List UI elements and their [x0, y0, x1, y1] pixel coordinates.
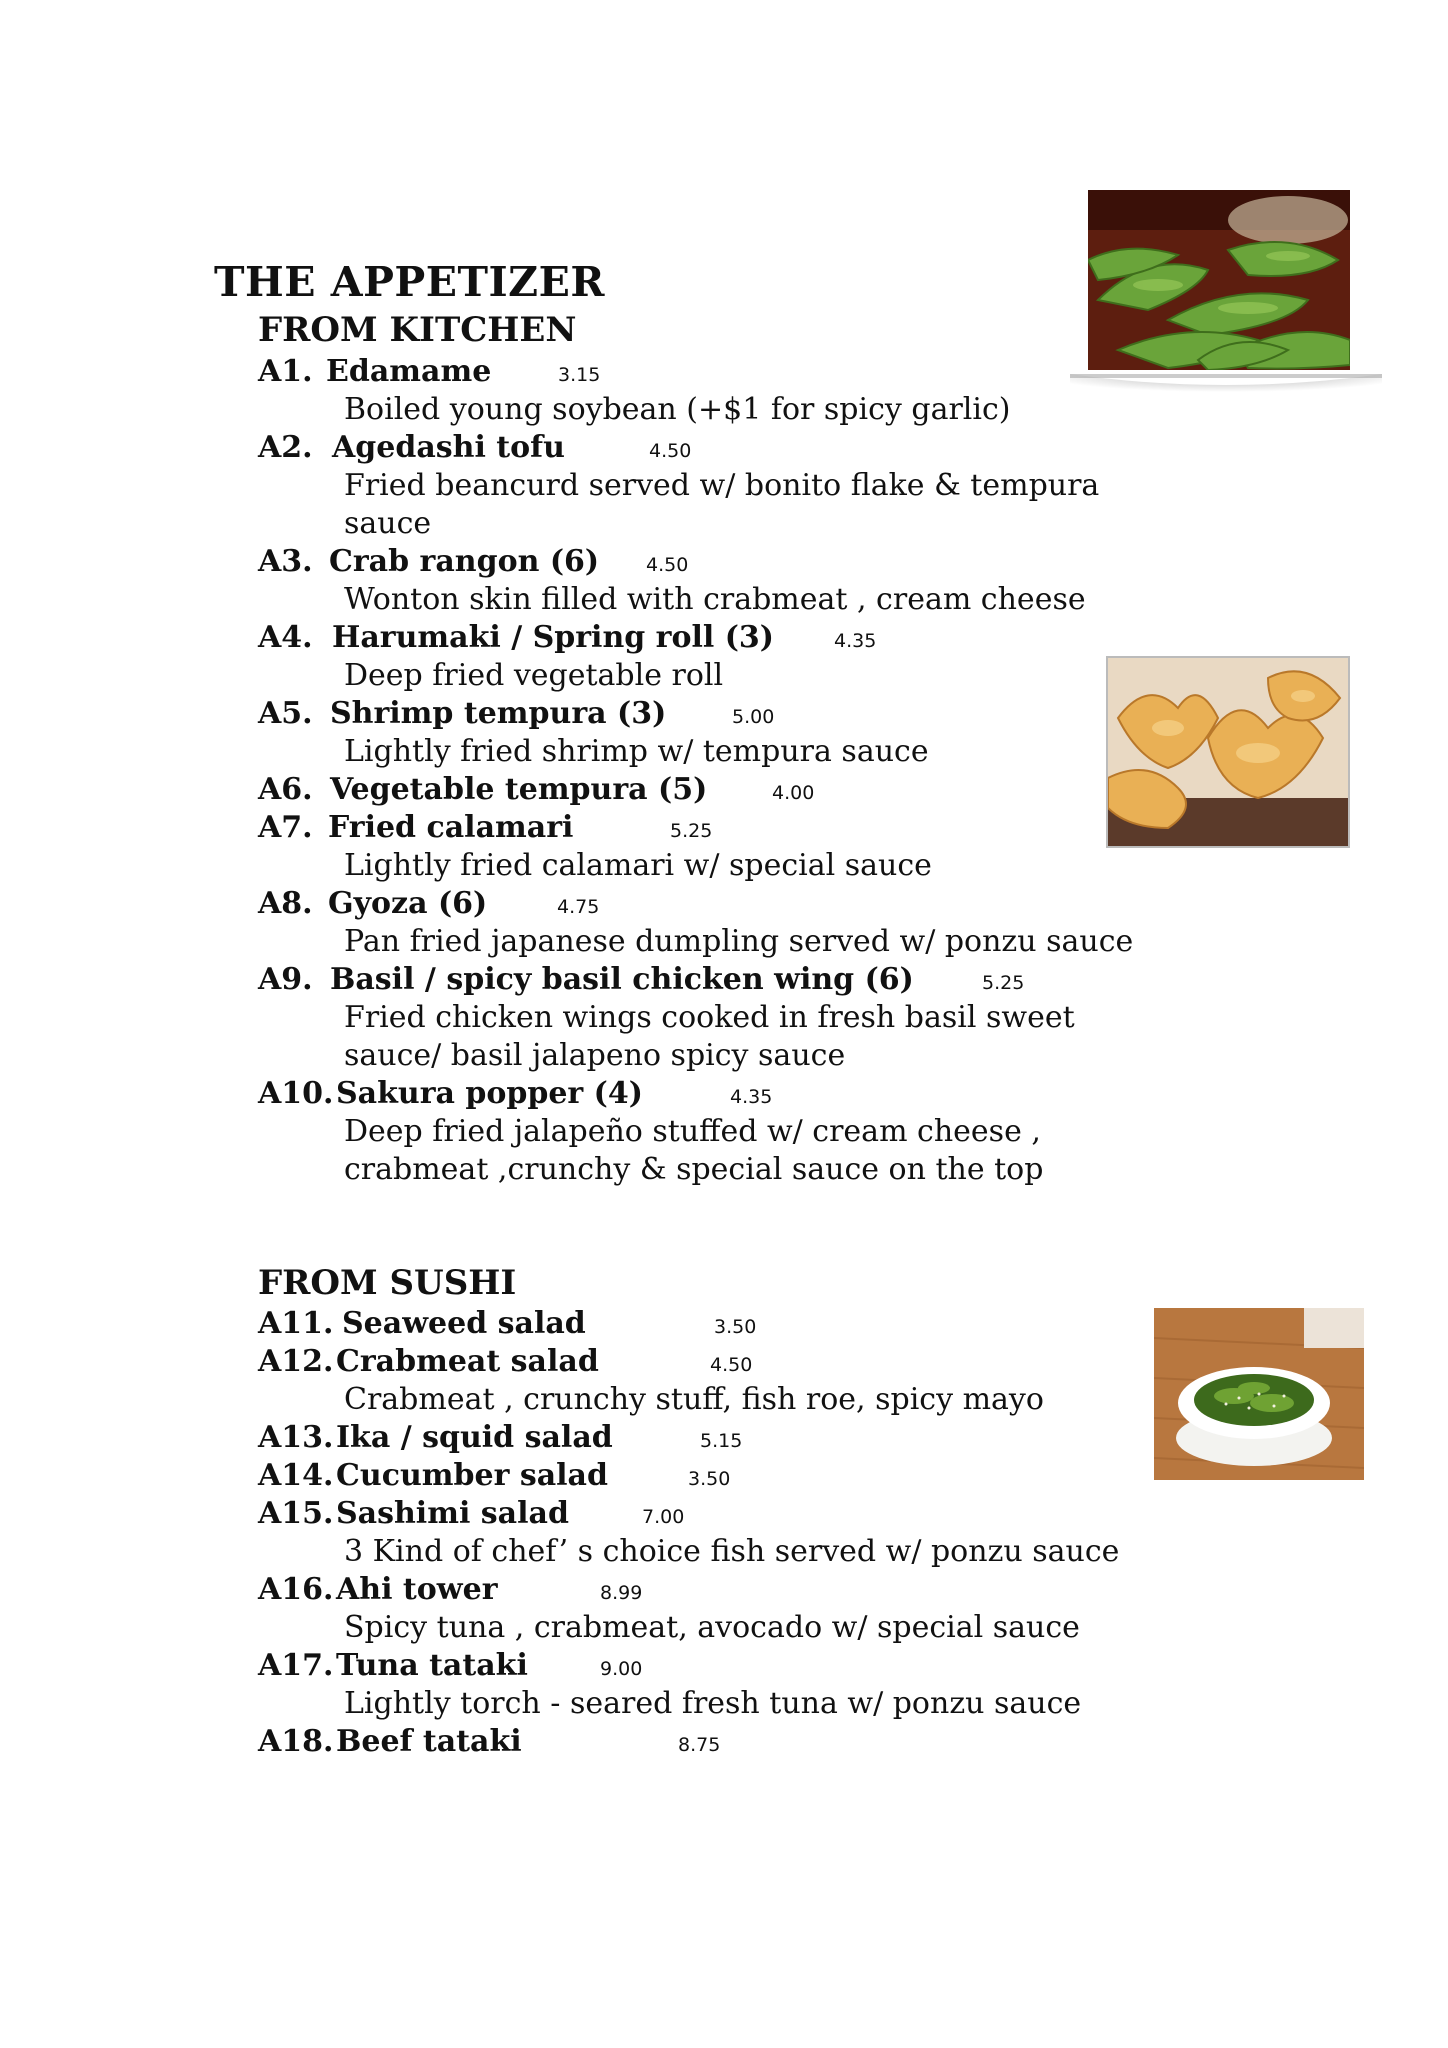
section-heading-kitchen: FROM KITCHEN [258, 310, 577, 350]
edamame-photo [1088, 190, 1350, 370]
item-price: 3.50 [688, 1468, 731, 1490]
item-price: 3.15 [558, 364, 601, 386]
item-code: A10. [258, 1076, 334, 1111]
item-name: Basil / spicy basil chicken wing (6) [330, 962, 914, 997]
item-description: Fried chicken wings cooked in fresh basil sweet [344, 1000, 1075, 1035]
item-code: A5. [258, 696, 313, 731]
item-code: A12. [258, 1344, 334, 1379]
item-name: Edamame [326, 354, 492, 389]
item-description: Wonton skin filled with crabmeat , cream cheese [344, 582, 1086, 617]
item-code: A14. [258, 1458, 334, 1493]
item-name: Agedashi tofu [332, 430, 565, 465]
item-name: Sakura popper (4) [336, 1076, 643, 1111]
item-code: A11. [258, 1306, 334, 1341]
item-description: Fried beancurd served w/ bonito flake & tempura [344, 468, 1100, 503]
item-price: 5.25 [982, 972, 1025, 994]
item-code: A8. [258, 886, 313, 921]
item-code: A17. [258, 1648, 334, 1683]
item-name: Tuna tataki [336, 1648, 528, 1683]
item-description: Lightly fried calamari w/ special sauce [344, 848, 932, 883]
item-name: Harumaki / Spring roll (3) [332, 620, 775, 655]
item-code: A15. [258, 1496, 334, 1531]
item-description: Lightly torch - seared fresh tuna w/ ponzu sauce [344, 1686, 1082, 1721]
item-name: Gyoza (6) [328, 886, 488, 921]
item-code: A2. [258, 430, 313, 465]
item-name: Cucumber salad [336, 1458, 608, 1493]
item-code: A3. [258, 544, 313, 579]
item-price: 4.50 [710, 1354, 753, 1376]
item-price: 4.75 [557, 896, 600, 918]
item-description: sauce/ basil jalapeno spicy sauce [344, 1038, 846, 1073]
item-name: Beef tataki [336, 1724, 522, 1759]
seaweed-salad-photo [1154, 1308, 1364, 1480]
item-price: 3.50 [714, 1316, 757, 1338]
page-title: THE APPETIZER [214, 258, 605, 306]
item-price: 4.35 [834, 630, 877, 652]
item-description: Spicy tuna , crabmeat, avocado w/ special sauce [344, 1610, 1080, 1645]
item-name: Ika / squid salad [336, 1420, 613, 1455]
section-heading-sushi: FROM SUSHI [258, 1263, 517, 1303]
item-name: Sashimi salad [336, 1496, 569, 1531]
item-name: Shrimp tempura (3) [330, 696, 667, 731]
item-price: 5.25 [670, 820, 713, 842]
item-price: 8.99 [600, 1582, 643, 1604]
item-price: 9.00 [600, 1658, 643, 1680]
item-price: 4.50 [649, 440, 692, 462]
item-price: 4.50 [646, 554, 689, 576]
item-price: 4.35 [730, 1086, 773, 1108]
item-description: Pan fried japanese dumpling served w/ ponzu sauce [344, 924, 1134, 959]
item-description: Deep fried vegetable roll [344, 658, 724, 693]
item-name: Vegetable tempura (5) [330, 772, 708, 807]
item-name: Crabmeat salad [336, 1344, 599, 1379]
item-code: A18. [258, 1724, 334, 1759]
item-name: Seaweed salad [342, 1306, 586, 1341]
item-description: sauce [344, 506, 432, 541]
item-code: A16. [258, 1572, 334, 1607]
item-code: A9. [258, 962, 313, 997]
item-code: A6. [258, 772, 313, 807]
item-code: A13. [258, 1420, 334, 1455]
item-description: Boiled young soybean (+$1 for spicy garlic) [344, 392, 1011, 427]
crab-rangoon-photo [1106, 656, 1350, 848]
item-description: Deep fried jalapeño stuffed w/ cream cheese , [344, 1114, 1041, 1149]
item-name: Crab rangon (6) [329, 544, 600, 579]
item-description: Crabmeat , crunchy stuff, fish roe, spicy mayo [344, 1382, 1044, 1417]
item-name: Fried calamari [328, 810, 574, 845]
item-price: 5.15 [700, 1430, 743, 1452]
item-name: Ahi tower [336, 1572, 498, 1607]
item-description: Lightly fried shrimp w/ tempura sauce [344, 734, 929, 769]
item-description: crabmeat ,crunchy & special sauce on the top [344, 1152, 1044, 1187]
item-code: A1. [258, 354, 313, 389]
item-code: A7. [258, 810, 313, 845]
item-price: 5.00 [732, 706, 775, 728]
item-price: 4.00 [772, 782, 815, 804]
item-price: 8.75 [678, 1734, 721, 1756]
item-price: 7.00 [642, 1506, 685, 1528]
item-description: 3 Kind of chef’ s choice fish served w/ ponzu sauce [344, 1534, 1120, 1569]
item-code: A4. [258, 620, 313, 655]
